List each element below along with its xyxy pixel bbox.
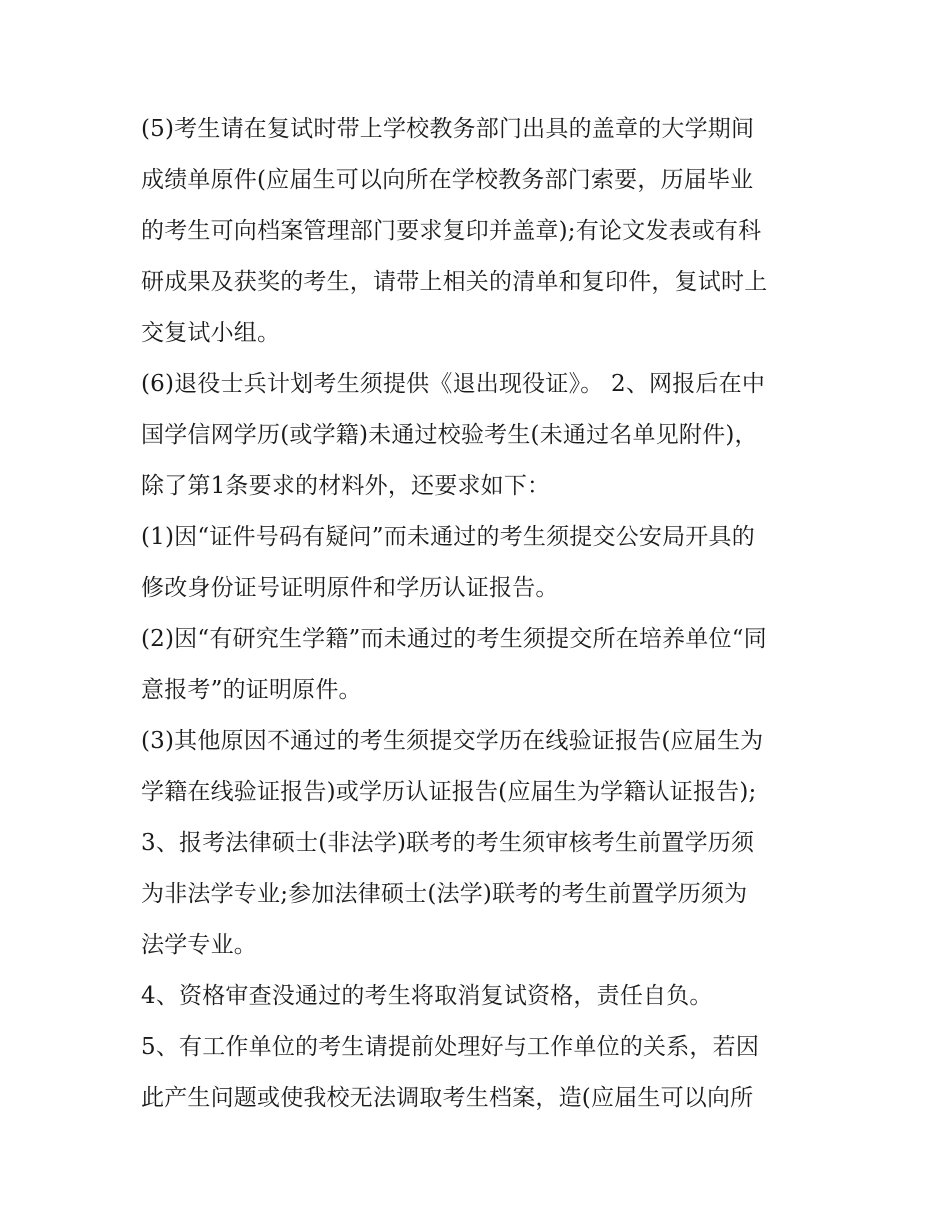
text-line: 交复试小组。 bbox=[141, 320, 281, 346]
text-line: 修改身份证号证明原件和学历认证报告。 bbox=[141, 575, 559, 601]
text-line: 国学信网学历(或学籍)未通过校验考生(未通过名单见附件)， bbox=[141, 422, 758, 448]
text-line: 4、资格审查没通过的考生将取消复试资格，责任自负。 bbox=[141, 983, 713, 1009]
text-line: (3)其他原因不通过的考生须提交学历在线验证报告(应届生为 bbox=[141, 728, 764, 754]
document-body bbox=[141, 104, 821, 1124]
text-line: 3、报考法律硕士(非法学)联考的考生须审核考生前置学历须 bbox=[141, 830, 755, 856]
text-line: (2)因“有研究生学籍”而未通过的考生须提交所在培养单位“同 bbox=[141, 626, 767, 652]
text-line: 除了第1条要求的材料外，还要求如下： bbox=[141, 473, 551, 499]
text-line: 为非法学专业;参加法律硕士(法学)联考的考生前置学历须为 bbox=[141, 881, 748, 907]
text-line: 此产生问题或使我校无法调取考生档案，造(应届生可以向所 bbox=[141, 1085, 754, 1111]
text-line: (1)因“证件号码有疑问”而未通过的考生须提交公安局开具的 bbox=[141, 524, 755, 550]
text-line: 的考生可向档案管理部门要求复印并盖章);有论文发表或有科 bbox=[141, 218, 762, 244]
text-line: 意报考”的证明原件。 bbox=[141, 677, 362, 703]
text-line: 法学专业。 bbox=[141, 932, 257, 958]
text-line: (5)考生请在复试时带上学校教务部门出具的盖章的大学期间 bbox=[141, 116, 755, 142]
text-line: (6)退役士兵计划考生须提供《退出现役证》。 2、网报后在中 bbox=[141, 371, 766, 397]
text-line: 研成果及获奖的考生，请带上相关的清单和复印件，复试时上 bbox=[141, 269, 768, 295]
text-line: 成绩单原件(应届生可以向所在学校教务部门索要，历届毕业 bbox=[141, 167, 754, 193]
text-line: 学籍在线验证报告)或学历认证报告(应届生为学籍认证报告); bbox=[141, 779, 757, 805]
text-line: 5、有工作单位的考生请提前处理好与工作单位的关系，若因 bbox=[141, 1034, 760, 1060]
